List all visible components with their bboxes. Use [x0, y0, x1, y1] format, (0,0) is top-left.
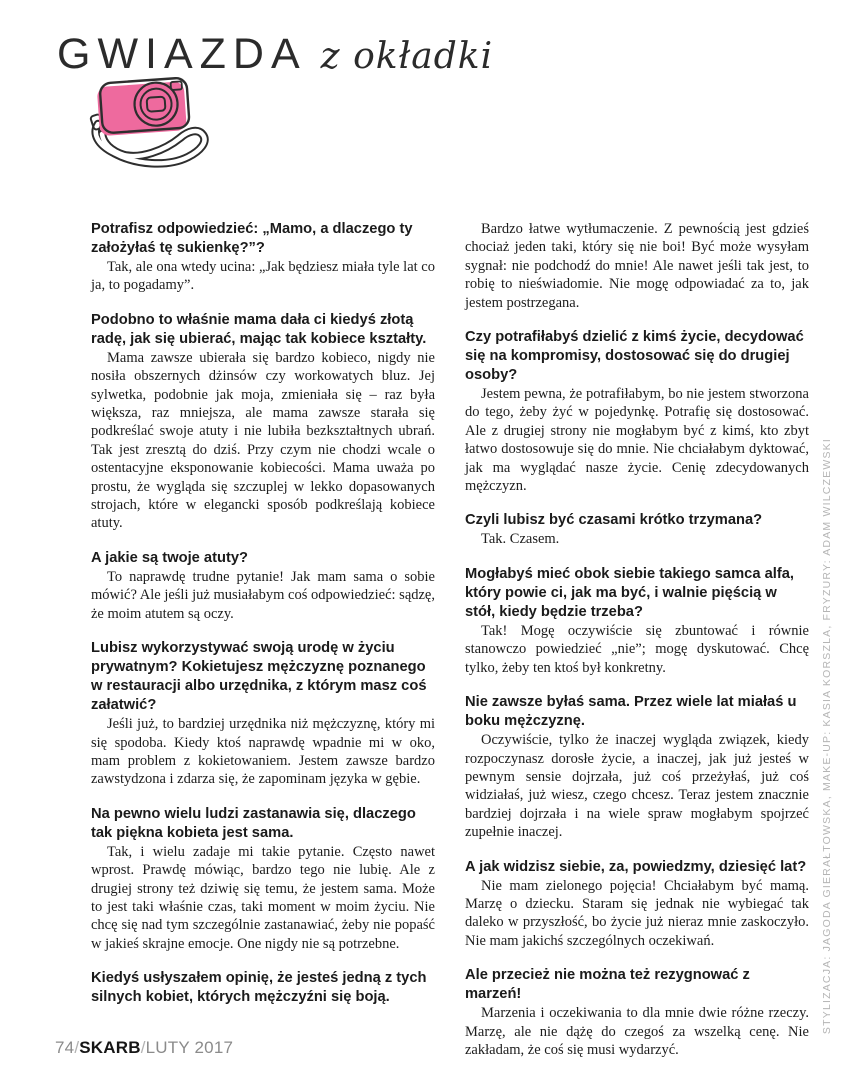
interview-question: Czy potrafiłabyś dzielić z kimś życie, decydować się na kompromisy, dostosować się do drugiej osoby? — [465, 329, 804, 384]
interview-answer: Tak, i wielu zadaje mi takie pytanie. Często nawet wprost. Prawdę mówiąc, bardzo tego nie lubię. Ale z drugiej strony też dziwię się temu, że jestem sama. Może to jest taki właśnie czas, taki moment w moim życiu. Nie chcę się nad tym szczególnie zastanawiać, żeby nie popaść w jakieś skrajne emocje. One nigdy nie są potrzebne. — [91, 843, 435, 952]
interview-question: Nie zawsze byłaś sama. Przez wiele lat miałaś u boku mężczyznę. — [465, 694, 797, 730]
footer-issue: LUTY 2017 — [145, 1038, 234, 1057]
pink-camera-illustration — [84, 74, 246, 194]
camera-icon — [84, 74, 246, 194]
interview-question: Podobno to właśnie mama dała ci kiedyś złotą radę, jak się ubierać, mając tak kobiece kształty. — [91, 311, 427, 347]
interview-question: Potrafisz odpowiedzieć: „Mamo, a dlaczego ty założyłaś tę sukienkę?”? — [91, 221, 413, 256]
interview-answer: Tak, ale ona wtedy ucina: „Jak będziesz miała tyle lat co ja, to pogadamy”. — [91, 259, 435, 294]
interview-answer: Tak! Mogę oczywiście się zbuntować i równie stanowczo powiedzieć „nie”; mogę dyskutować. Chcę tylko, żeby ten ktoś był konkretny. — [465, 622, 809, 676]
page-title-accent: z okładki — [320, 36, 494, 77]
interview-answer: Tak. Czasem. — [481, 531, 560, 548]
footer-separator: / — [74, 1038, 80, 1057]
footer-page-number: 74 — [55, 1038, 75, 1057]
article-column-left — [91, 220, 435, 1059]
interview-question: Na pewno wielu ludzi zastanawia się, dlaczego tak piękna kobieta jest sama. — [91, 805, 416, 841]
footer-separator: / — [140, 1038, 146, 1057]
credits-vertical-text: STYLIZACJA: JAGODA GIERAŁTOWSKA, MAKE-UP: KASIA KORSZLA, FRYZURY: ADAM WILCZEWSKI — [821, 437, 833, 1034]
interview-answer: Oczywiście, tylko że inaczej wygląda związek, kiedy rozpoczynasz dorosłe życie, a inaczej, jak już jesteś w pewnym sensie dojrzała, już coś przeżyłaś, już coś widziałaś, już wiesz, czego chcesz. Teraz jestem znacznie bardziej dojrzała i na wiele spraw mogłabym spojrzeć zupełnie inaczej. — [465, 732, 809, 841]
interview-question: A jak widzisz siebie, za, powiedzmy, dziesięć lat? — [465, 858, 807, 875]
page-footer — [55, 1038, 233, 1058]
page-title — [57, 30, 493, 79]
interview-answer: Nie mam zielonego pojęcia! Chciałabym być mamą. Marzę o dziecku. Staram się jednak nie wybiegać tak daleko w przyszłość, bo życie już nieraz mnie zaskoczyło. Nie mam jakichś szczególnych oczekiwań. — [465, 877, 809, 949]
interview-question: A jakie są twoje atuty? — [91, 549, 248, 566]
interview-answer: Jestem pewna, że potrafiłabym, bo nie jestem stworzona do tego, żeby żyć w pojedynkę. Potrafię się dostosować. Ale z drugiej strony nie mogłabym być z kimś, kto zbyt łatwo dostosowuje się do mnie. Nie chciałabym dyktować, jak ma wyglądać nasze życie. Cenię zdecydowanych mężczyzn. — [465, 386, 809, 495]
interview-answer: Mama zawsze ubierała się bardzo kobieco, nigdy nie nosiła obszernych dżinsów czy workowatych bluz. Jej sylwetka, podobnie jak moja, zmieniała się – raz była większa, raz mniejsza, ale mama zawsze starała się podkreślać swoje atuty i nie lubiła bezkształtnych ubrań. Tak jest zresztą do dziś. Przy czym nie chodzi wcale o ostentacyjne eksponowanie kobiecości. Mama uważa po prostu, że wygląda się szczuplej w lekko dopasowanych strojach, które w elegancki sposób podkreślają kobiece atuty. — [91, 349, 435, 532]
interview-question: Kiedyś usłyszałem opinię, że jesteś jedną z tych silnych kobiet, których mężczyźni się boją. — [91, 970, 427, 1006]
interview-answer: Bardzo łatwe wytłumaczenie. Z pewnością jest gdzieś chociaż jeden taki, który się nie boi! Być może wysyłam sygnał: nie podchodź do mnie! Ale nawet jeśli tak jest, to robię to nieświadomie. Nie mogę odpowiadać za to, jak jestem postrzegana. — [465, 221, 809, 311]
interview-answer: To naprawdę trudne pytanie! Jak mam sama o sobie mówić? Ale jeśli już musiałabym coś odpowiedzieć: sądzę, że moim atutem są oczy. — [91, 568, 435, 622]
interview-question: Ale przecież nie można też rezygnować z marzeń! — [465, 967, 750, 1003]
article-columns — [91, 220, 809, 1059]
interview-question: Lubisz wykorzystywać swoją urodę w życiu prywatnym? Kokietujesz mężczyznę poznanego w restauracji albo urzędnika, z którym masz coś załatwić? — [91, 640, 427, 714]
interview-answer: Jeśli już, to bardziej urzędnika niż mężczyznę, który mi się spodoba. Kiedy ktoś naprawdę wpadnie mi w oko, mam problem z kokietowaniem. Jestem zawsze bardzo zawstydzona i zdarza się, że zapominam języka w gębie. — [91, 716, 435, 788]
footer-magazine-name: SKARB — [79, 1038, 141, 1057]
interview-answer: Marzenia i oczekiwania to dla mnie dwie różne rzeczy. Marzę, ale nie dążę do czegoś za wszelką cenę. Nie zakładam, że coś się musi wydarzyć. — [465, 1005, 809, 1058]
article-column-right — [465, 220, 809, 1059]
page-title-main: GWIAZDA — [57, 30, 307, 78]
interview-question: Czyli lubisz być czasami krótko trzymana? — [465, 512, 763, 529]
camera-body — [96, 77, 189, 136]
interview-question: Mogłabyś mieć obok siebie takiego samca alfa, który powie ci, jak ma być, i walnie pięścią w stół, kiedy będzie trzeba? — [465, 565, 794, 620]
